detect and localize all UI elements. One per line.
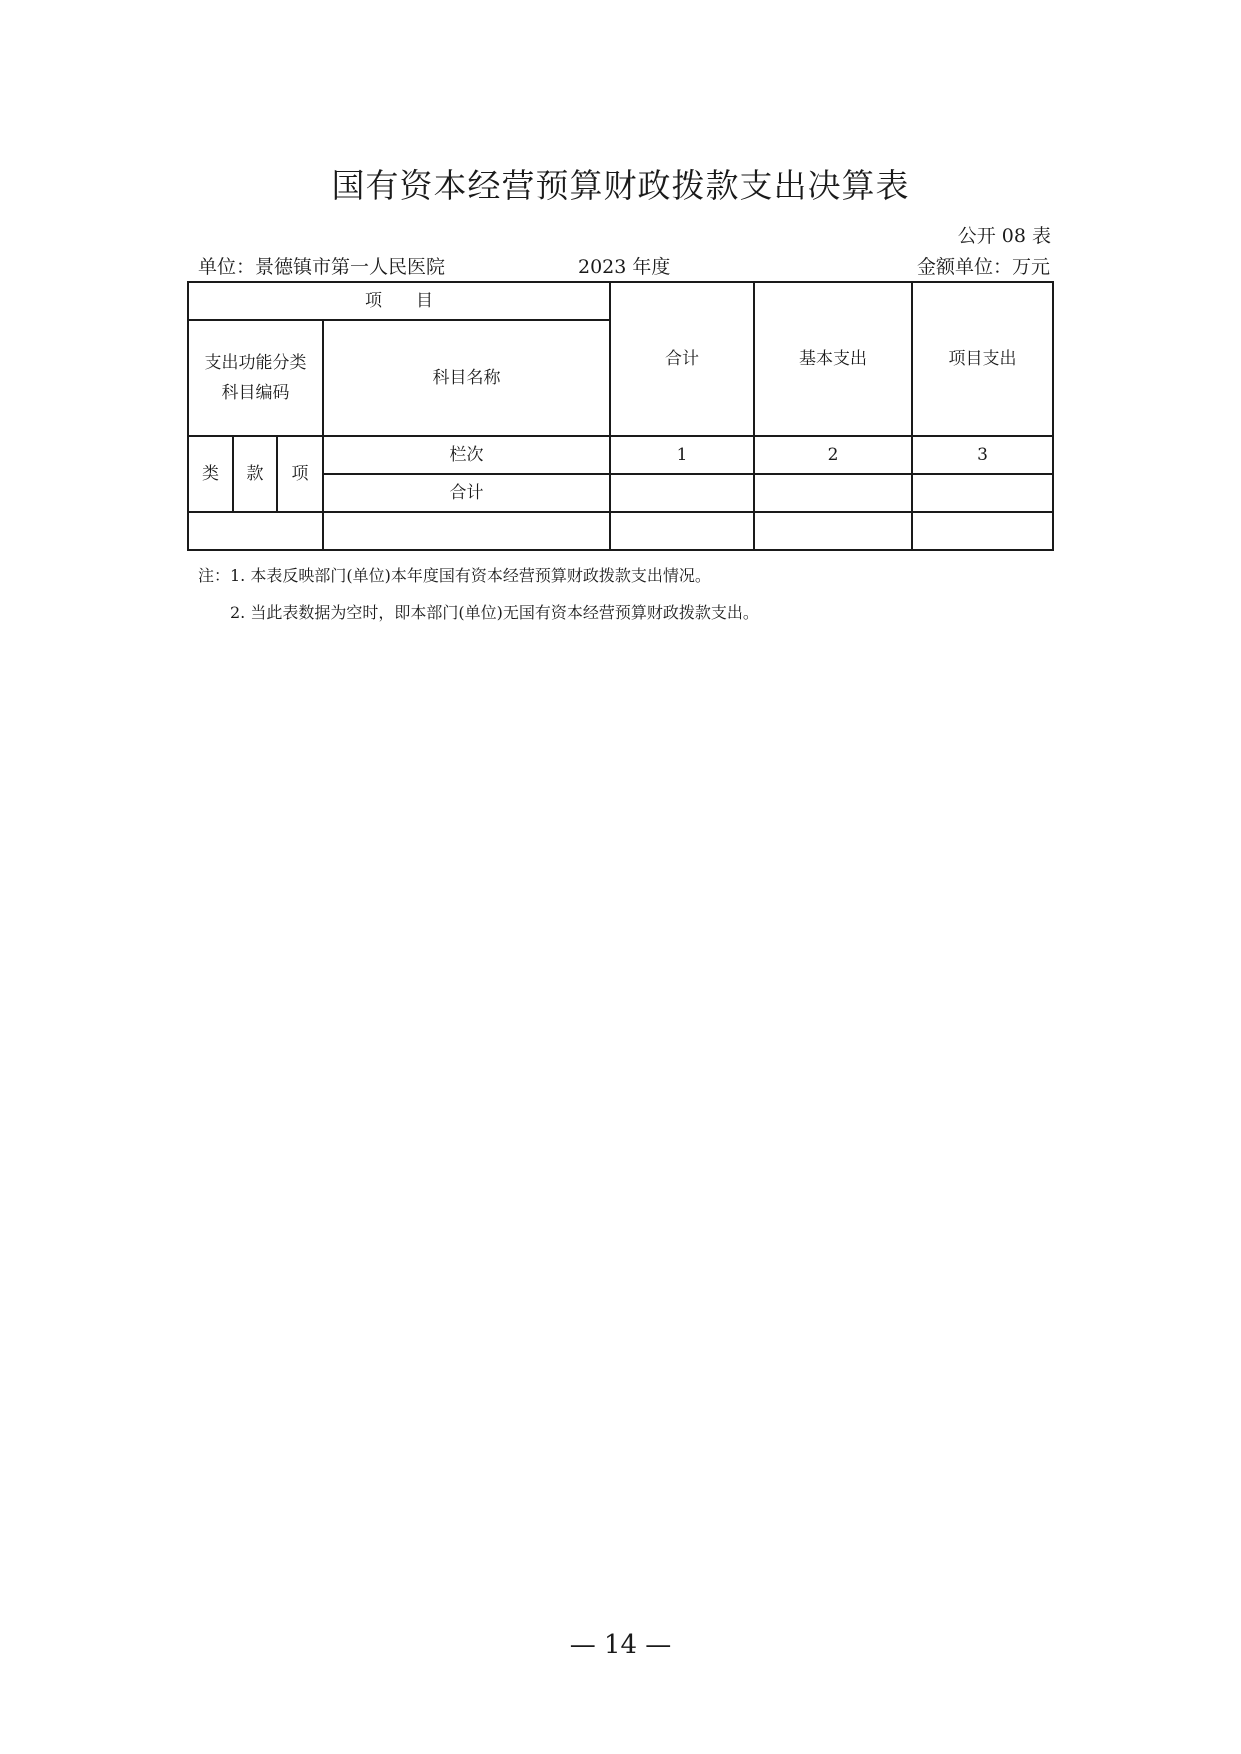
- header-function-code: [188, 320, 323, 436]
- total-basic-cell: [754, 474, 912, 512]
- total-label: 合计: [323, 474, 610, 512]
- column-number-3: 3: [912, 436, 1053, 474]
- code-kuan: 款: [233, 436, 277, 512]
- page-number: — 14 —: [569, 1630, 672, 1660]
- header-basic-expenditure: 基本支出: [754, 282, 912, 436]
- page-title: 国有资本经营预算财政拨款支出决算表: [331, 166, 910, 205]
- empty-data-row: [188, 512, 1053, 550]
- empty-basic-cell: [754, 512, 912, 550]
- column-number-2: 2: [754, 436, 912, 474]
- empty-code-cell: [188, 512, 323, 550]
- note-1: 注：1. 本表反映部门(单位)本年度国有资本经营预算财政拨款支出情况。: [198, 566, 711, 585]
- header-row-1: [188, 282, 1053, 320]
- header-function-code-line2: 科目编码: [221, 383, 290, 403]
- header-function-code-line1: 支出功能分类: [204, 353, 307, 373]
- header-item: 项 目: [188, 282, 610, 320]
- form-number: 公开 08 表: [957, 225, 1051, 247]
- note-2: 2. 当此表数据为空时，即本部门(单位)无国有资本经营预算财政拨款支出。: [230, 603, 759, 622]
- fiscal-year: 2023 年度: [578, 256, 671, 278]
- empty-total-cell: [610, 512, 754, 550]
- column-number-label: 栏次: [323, 436, 610, 474]
- header-project-expenditure: 项目支出: [912, 282, 1053, 436]
- header-subject-name: 科目名称: [323, 320, 610, 436]
- empty-project-cell: [912, 512, 1053, 550]
- unit-line: [198, 252, 1050, 280]
- header-total: 合计: [610, 282, 754, 436]
- column-number-1: 1: [610, 436, 754, 474]
- expenditure-table: [187, 281, 1054, 551]
- total-cell: [610, 474, 754, 512]
- total-project-cell: [912, 474, 1053, 512]
- money-unit: 金额单位：万元: [916, 256, 1050, 278]
- column-number-row: [188, 436, 1053, 474]
- unit-name: 单位：景德镇市第一人民医院: [198, 256, 446, 278]
- code-xiang: 项: [277, 436, 323, 512]
- code-lei: 类: [188, 436, 233, 512]
- empty-subject-cell: [323, 512, 610, 550]
